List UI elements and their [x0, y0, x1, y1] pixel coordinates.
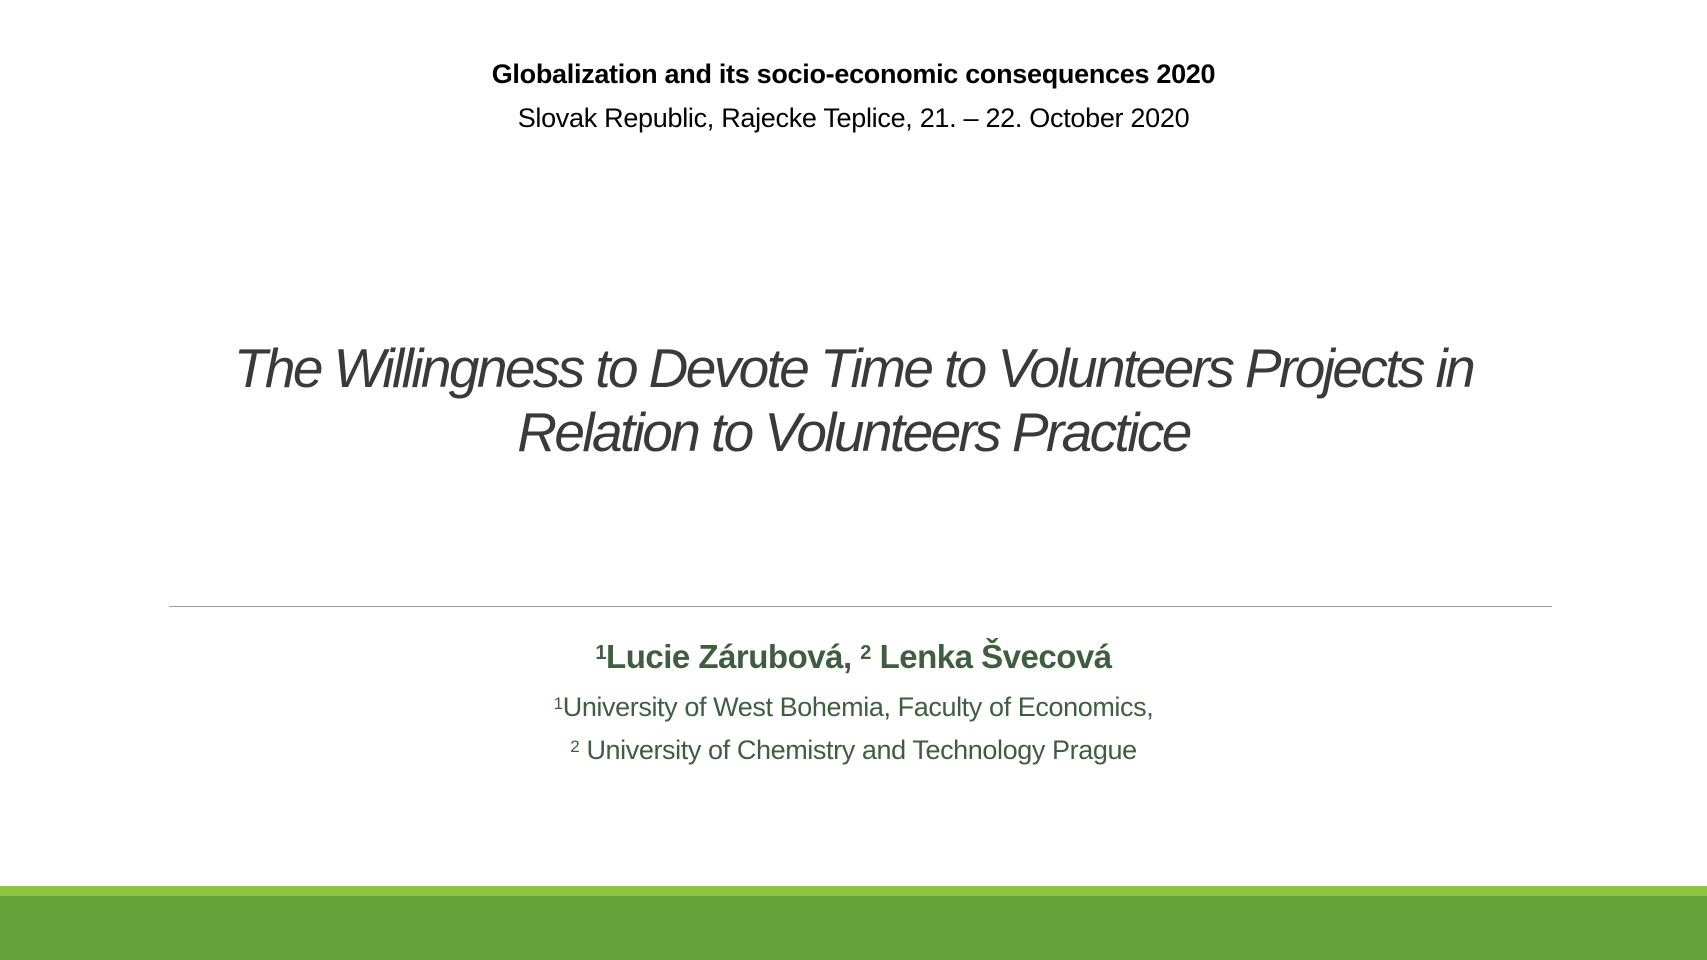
author-1-name: Lucie Zárubová, — [606, 638, 852, 675]
footer-accent-bar-dark — [0, 896, 1707, 960]
title-line-2: Relation to Volunteers Practice — [517, 401, 1190, 463]
author-2-name: Lenka Švecová — [879, 638, 1112, 675]
affiliation-1-marker: 1 — [553, 694, 563, 713]
affiliation-1-text: University of West Bohemia, Faculty of Economics, — [562, 692, 1154, 722]
divider-line — [169, 606, 1552, 607]
affiliation-2-marker: 2 — [570, 737, 580, 756]
author-1-marker: 1 — [595, 642, 607, 664]
presentation-title — [120, 336, 1587, 464]
conference-header — [0, 52, 1707, 140]
author-2-marker: 2 — [860, 642, 871, 664]
title-line-1: The Willingness to Devote Time to Volunteers Projects in — [233, 337, 1474, 399]
authors — [0, 636, 1707, 678]
conference-place-date: Slovak Republic, Rajecke Teplice, 21. – 22. October 2020 — [517, 103, 1190, 133]
affiliation-2-text: University of Chemistry and Technology Prague — [586, 735, 1137, 765]
affiliation-2 — [0, 730, 1707, 770]
conference-name: Globalization and its socio-economic consequences 2020 — [491, 59, 1216, 89]
footer-accent-bar-light — [0, 886, 1707, 896]
affiliation-1 — [0, 687, 1707, 727]
